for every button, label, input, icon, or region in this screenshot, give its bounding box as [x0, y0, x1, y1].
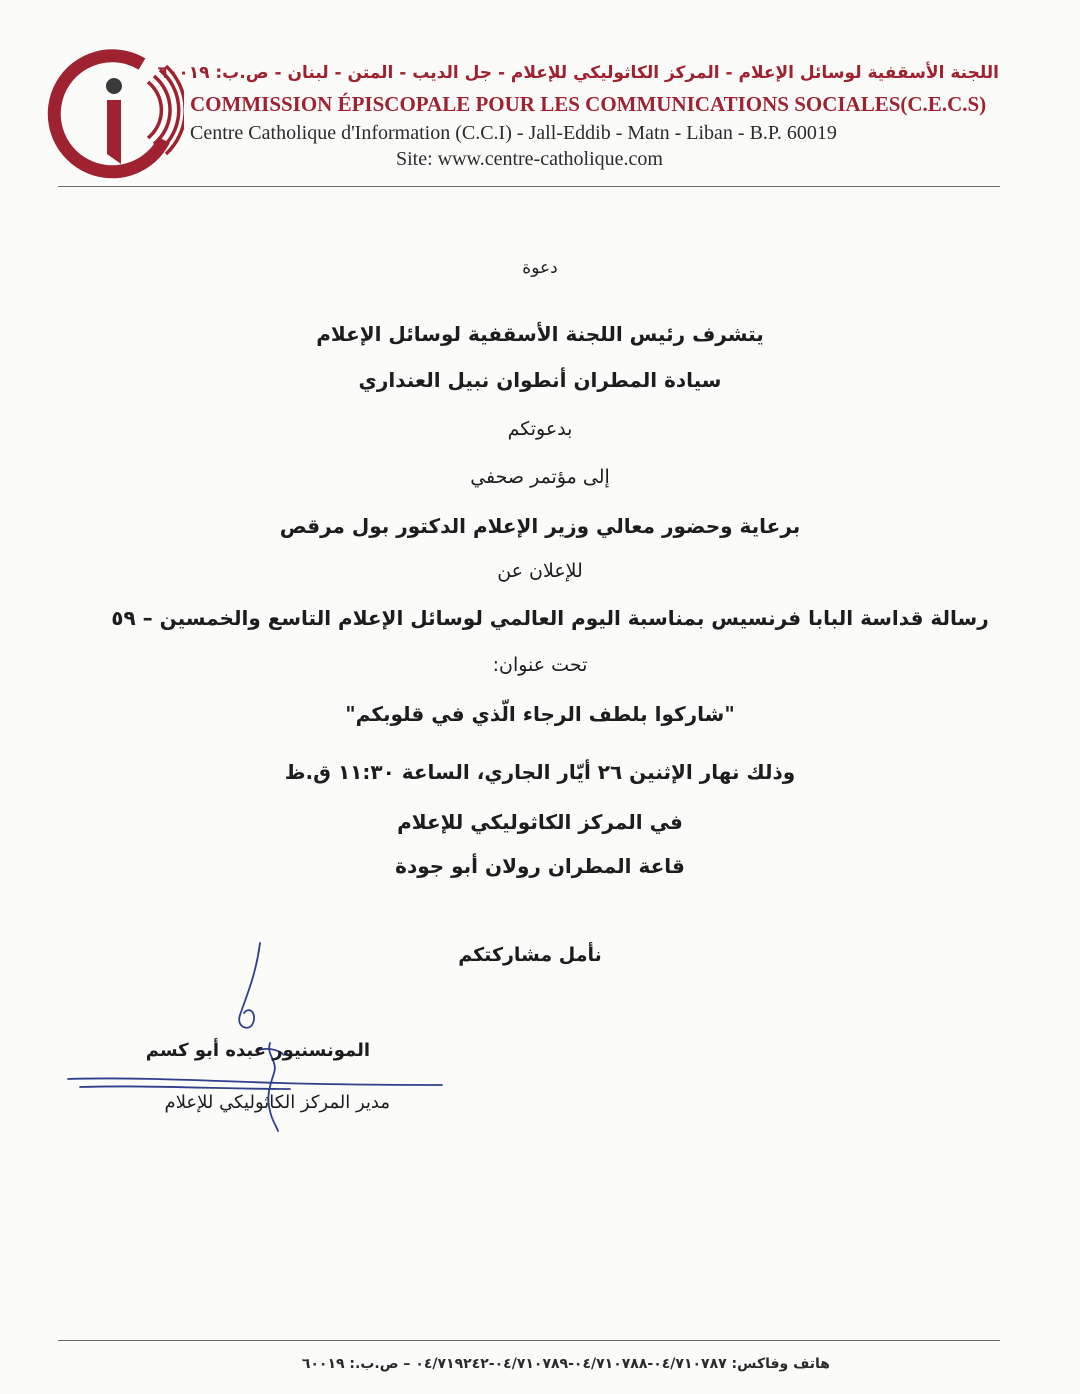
footer-contact: هاتف وفاكس: ٠٤/٧١٠٧٨٧-٠٤/٧١٠٧٨٨-٠٤/٧١٠٧٨٩-٠٤/٧١٩٢٤٢ – ص.ب.: ٦٠٠١٩: [301, 1356, 830, 1372]
letterhead-website: Site: www.centre-catholique.com: [396, 148, 663, 170]
letterhead-centre-line: Centre Catholique d'Information (C.C.I) - Jall-Eddib - Matn - Liban - B.P. 60019: [190, 122, 837, 144]
letterhead-organization-name: COMMISSION ÉPISCOPALE POUR LES COMMUNICATIONS SOCIALES(C.E.C.S): [190, 92, 987, 116]
signer-title: مدير المركز الكاثوليكي للإعلام: [164, 1092, 390, 1113]
announce-line: للإعلان عن: [497, 560, 583, 582]
host-line: يتشرف رئيس اللجنة الأسقفية لوسائل الإعلام: [316, 322, 764, 346]
host-name: سيادة المطران أنطوان نبيل العنداري: [358, 368, 722, 392]
footer-divider: [58, 1340, 1000, 1341]
header-divider: [58, 186, 1000, 187]
closing-line: نأمل مشاركتكم: [458, 944, 602, 966]
letterhead-arabic-address: اللجنة الأسقفية لوسائل الإعلام - المركز الكاثوليكي للإعلام - جل الديب - المتن - لبنان - ص.ب: ٦٠٠١٩: [157, 63, 999, 83]
titled-line: تحت عنوان:: [492, 654, 588, 676]
message-title: "شاركوا بلطف الرجاء الّذي في قلوبكم": [345, 702, 735, 726]
invites-you-line: بدعوتكم: [507, 418, 573, 440]
patronage-line: برعاية وحضور معالي وزير الإعلام الدكتور بول مرقص: [279, 514, 801, 538]
papal-message-line: رسالة قداسة البابا فرنسيس بمناسبة اليوم العالمي لوسائل الإعلام التاسع والخمسين – ٥٩: [111, 606, 989, 630]
date-time-line: وذلك نهار الإثنين ٢٦ أيّار الجاري، الساعة ١١:٣٠ ق.ظ: [284, 760, 796, 784]
signer-name: المونسنيور عبده أبو كسم: [145, 1040, 370, 1061]
event-line: إلى مؤتمر صحفي: [470, 466, 610, 488]
hall-line: قاعة المطران رولان أبو جودة: [395, 854, 685, 878]
invitation-heading: دعوة: [522, 258, 558, 278]
letterhead: [157, 58, 1005, 172]
venue-line: في المركز الكاثوليكي للإعلام: [397, 810, 683, 834]
